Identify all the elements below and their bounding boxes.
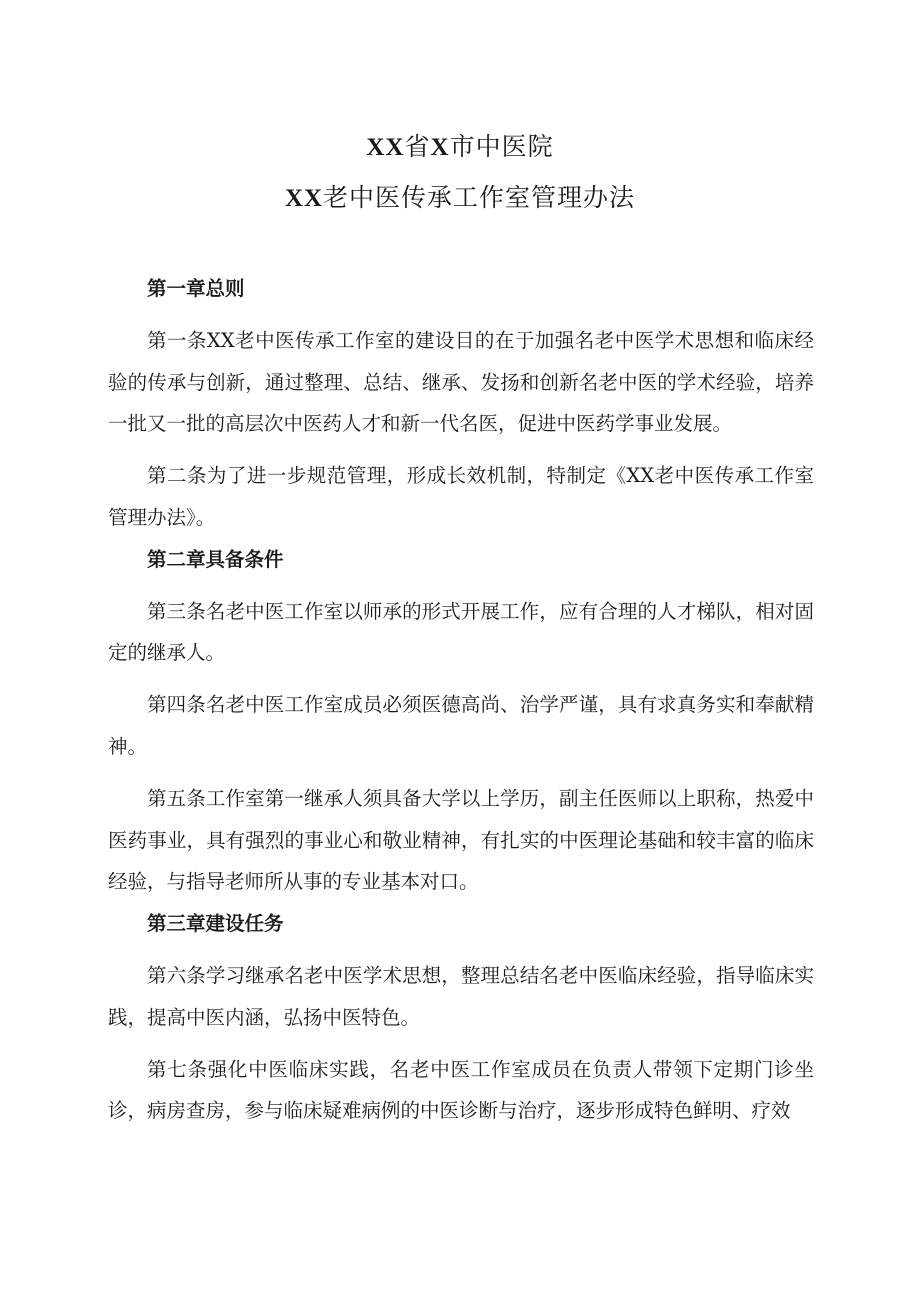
title1-part-b: 省 xyxy=(404,132,431,161)
article-2: 第二条为了进一步规范管理，形成长效机制，特制定《XX老中医传承工作室管理办法》。 xyxy=(108,464,814,529)
document-body xyxy=(108,268,814,1132)
title2-part-b: 老中医传承工作室管理办法 xyxy=(323,183,636,212)
title1-part-c: X xyxy=(430,134,450,161)
title1-part-a: XX xyxy=(366,134,405,161)
title1-part-d: 市中医院 xyxy=(449,132,554,161)
article-1: 第一条XX老中医传承工作室的建设目的在于加强名老中医学术思想和临床经验的传承与创新，通过整理、总结、继承、发扬和创新名老中医的学术经验，培养一批又一批的高层次中医药人才和新一代名医，促进中医药学事业发展。 xyxy=(108,328,814,436)
document-title-line1 xyxy=(0,130,920,165)
article-6: 第六条学习继承名老中医学术思想，整理总结名老中医临床经验，指导临床实践，提高中医内涵，弘扬中医特色。 xyxy=(108,963,814,1029)
chapter-heading-3: 第三章建设任务 xyxy=(147,912,284,936)
article-3: 第三条名老中医工作室以师承的形式开展工作，应有合理的人才梯队，相对固定的继承人。 xyxy=(108,599,814,665)
chapter-heading-1: 第一章总则 xyxy=(147,277,245,300)
article-4: 第四条名老中医工作室成员必须医德高尚、治学严谨，具有求真务实和奉献精神。 xyxy=(108,693,814,758)
article-7: 第七条强化中医临床实践，名老中医工作室成员在负责人带领下定期门诊坐诊，病房查房，参与临床疑难病例的中医诊断与治疗，逐步形成特色鲜明、疗效 xyxy=(108,1057,814,1123)
chapter-heading-2: 第二章具备条件 xyxy=(147,547,284,571)
title2-part-a: XX xyxy=(284,185,324,212)
article-5: 第五条工作室第一继承人须具备大学以上学历，副主任医师以上职称，热爱中医药事业，具有强烈的事业心和敬业精神，有扎实的中医理论基础和较丰富的临床经验，与指导老师所从事的专业基本对口。 xyxy=(108,786,814,894)
document-title-line2 xyxy=(0,181,920,216)
